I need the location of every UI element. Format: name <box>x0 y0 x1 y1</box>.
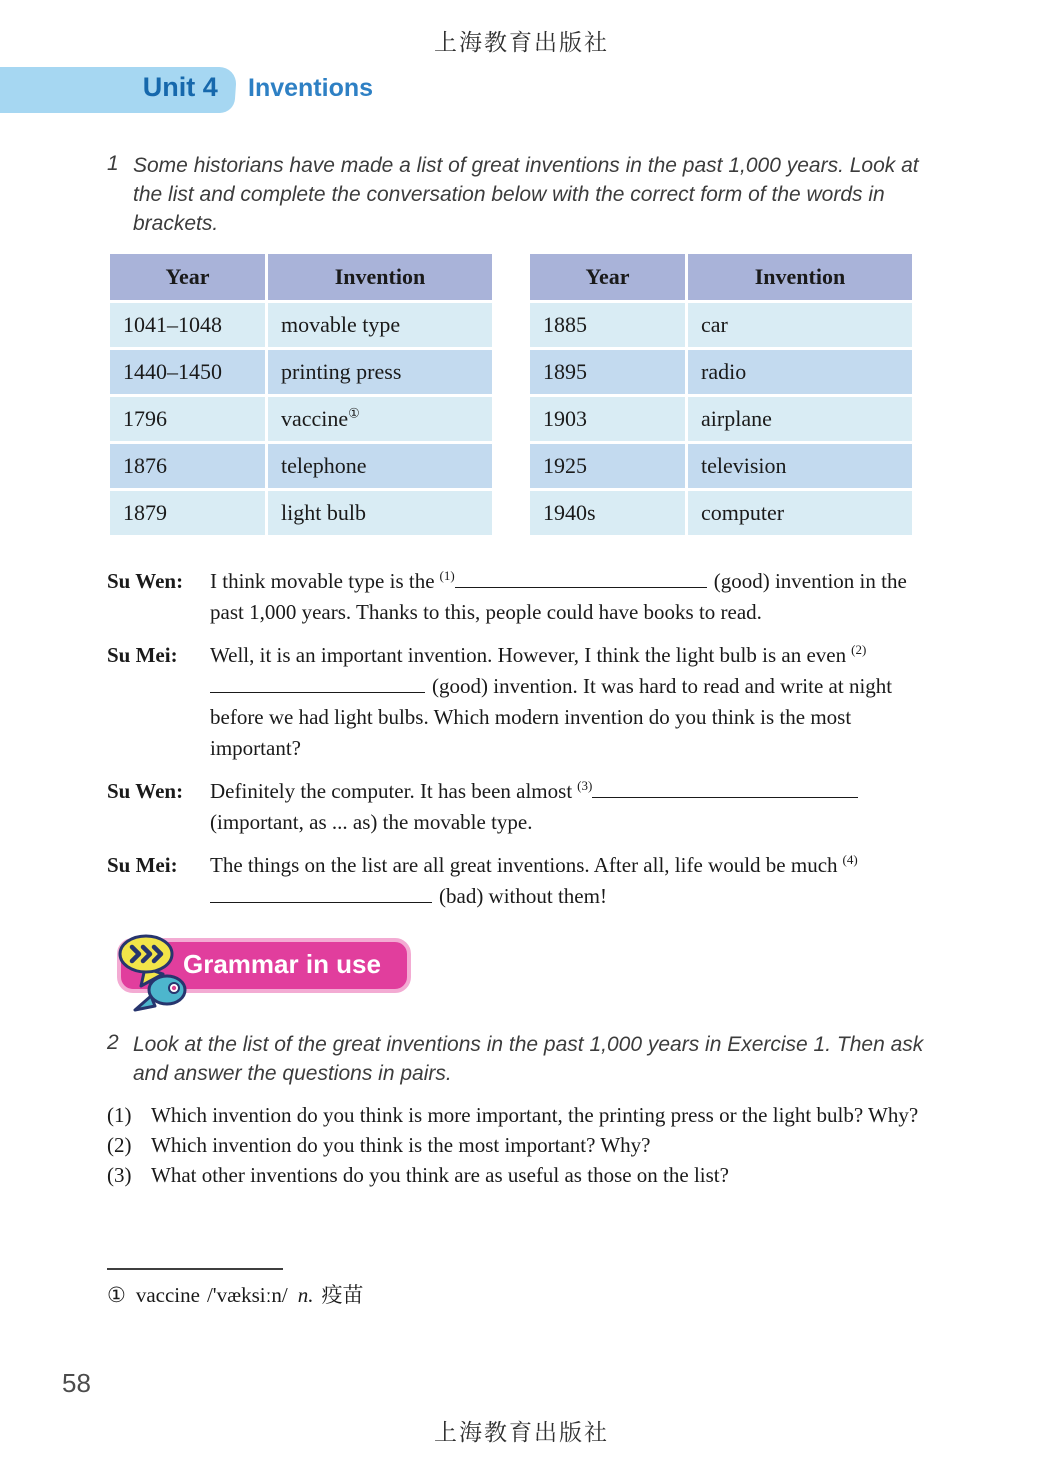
dialogue-turn <box>107 850 935 912</box>
footnote-ref-marker: ① <box>348 405 360 421</box>
dialogue-text <box>210 850 935 912</box>
question-number: (1) <box>107 1103 132 1127</box>
table-row <box>530 397 912 441</box>
dialogue-text <box>210 566 935 628</box>
invention-cell: movable type <box>268 303 492 347</box>
dialogue-text <box>210 640 935 764</box>
year-cell: 1041–1048 <box>110 303 265 347</box>
speaker-name: Su Mei: <box>107 853 178 877</box>
publisher-watermark-bottom: 上海教育出版社 <box>434 1420 609 1445</box>
dialogue-segment: Definitely the computer. It has been almost <box>210 779 573 803</box>
dialogue-segment: (good) invention in the past 1,000 years. Thanks to this, people could have books to read. <box>210 569 907 624</box>
invention-cell: television <box>688 444 912 488</box>
dialogue-turn <box>107 640 935 764</box>
inventions-table-right <box>530 254 912 538</box>
speaker-name: Su Wen: <box>107 779 184 803</box>
answer-blank-2 <box>210 679 425 693</box>
footnote-entry <box>107 1279 935 1309</box>
year-cell: 1940s <box>530 491 685 535</box>
year-cell: 1796 <box>110 397 265 441</box>
table-header-row <box>110 254 492 300</box>
year-cell: 1879 <box>110 491 265 535</box>
blank-number: (2) <box>851 642 867 657</box>
inventions-tables <box>110 254 935 538</box>
footnote-pos: n. <box>297 1283 314 1307</box>
year-cell: 1885 <box>530 303 685 347</box>
blank-number: (1) <box>439 568 455 583</box>
invention-header: Invention <box>688 254 912 300</box>
footnote-block <box>107 1268 935 1309</box>
invention-cell: light bulb <box>268 491 492 535</box>
year-cell: 1903 <box>530 397 685 441</box>
table-row <box>110 350 492 394</box>
invention-cell: computer <box>688 491 912 535</box>
invention-cell: printing press <box>268 350 492 394</box>
year-header: Year <box>530 254 685 300</box>
question-list <box>107 1100 935 1190</box>
publisher-watermark-top: 上海教育出版社 <box>434 30 609 55</box>
table-row <box>530 303 912 347</box>
dialogue-segment: The things on the list are all great inventions. After all, life would be much <box>210 853 838 877</box>
speaker-name: Su Wen: <box>107 569 184 593</box>
footnote-word: vaccine <box>135 1283 200 1307</box>
invention-word: vaccine <box>281 406 349 431</box>
question-text: What other inventions do you think are as useful as those on the list? <box>151 1163 729 1187</box>
question-number: (2) <box>107 1133 132 1157</box>
table-row <box>110 303 492 347</box>
speaker-name: Su Mei: <box>107 643 178 667</box>
inventions-table-left <box>110 254 492 538</box>
table-header-row <box>530 254 912 300</box>
year-cell: 1440–1450 <box>110 350 265 394</box>
invention-cell: telephone <box>268 444 492 488</box>
page-content <box>107 151 935 1309</box>
exercise-2-instruction: Look at the list of the great inventions in the past 1,000 years in Exercise 1. Then ask and answer the questions in pairs. <box>133 1033 924 1085</box>
unit-title: Inventions <box>248 74 374 102</box>
table-row <box>530 444 912 488</box>
year-header: Year <box>110 254 265 300</box>
footnote-divider <box>107 1268 283 1270</box>
dialogue-segment: (bad) without them! <box>439 884 607 908</box>
dialogue-segment: (important, as ... as) the movable type. <box>210 810 533 834</box>
footnote-meaning: 疫苗 <box>321 1283 364 1307</box>
dialogue-turn <box>107 566 935 628</box>
table-row <box>110 397 492 441</box>
year-cell: 1895 <box>530 350 685 394</box>
invention-cell: airplane <box>688 397 912 441</box>
footnote-marker: ① <box>107 1283 126 1307</box>
unit-tab <box>0 67 237 113</box>
dialogue-turn <box>107 776 935 838</box>
exercise-1-instruction-block <box>107 151 935 238</box>
table-row <box>530 491 912 535</box>
invention-cell: car <box>688 303 912 347</box>
unit-header <box>0 67 1043 113</box>
footnote-phonetic: /'væksiːn/ <box>206 1283 288 1307</box>
grammar-badge-label: Grammar in use <box>183 949 381 979</box>
answer-blank-3 <box>592 784 858 798</box>
exercise-1-number: 1 <box>107 152 119 175</box>
conversation <box>107 566 935 912</box>
exercise-1-instruction: Some historians have made a list of great inventions in the past 1,000 years. Look at the list and complete the conversation below with the correct form of the words in brackets. <box>133 154 919 235</box>
question-item <box>107 1100 935 1130</box>
answer-blank-4 <box>210 889 432 903</box>
invention-header: Invention <box>268 254 492 300</box>
table-row <box>530 350 912 394</box>
blank-number: (3) <box>577 778 593 793</box>
invention-cell <box>268 397 492 441</box>
blank-number: (4) <box>842 852 858 867</box>
answer-blank-1 <box>455 574 707 588</box>
question-number: (3) <box>107 1163 132 1187</box>
page-number: 58 <box>62 1368 91 1398</box>
grammar-badge-row <box>107 932 935 1004</box>
dialogue-segment: I think movable type is the <box>210 569 435 593</box>
year-cell: 1876 <box>110 444 265 488</box>
question-text: Which invention do you think is more important, the printing press or the light bulb? Why? <box>151 1103 919 1127</box>
grammar-in-use-badge <box>117 938 411 993</box>
table-row <box>110 491 492 535</box>
year-cell: 1925 <box>530 444 685 488</box>
dialogue-segment: (good) invention. It was hard to read and write at night before we had light bulbs. Which modern invention do you think is the most important? <box>210 674 893 760</box>
question-item <box>107 1130 935 1160</box>
dialogue-text <box>210 776 935 838</box>
unit-number-label: Unit 4 <box>142 72 218 102</box>
exercise-2-number: 2 <box>107 1031 119 1054</box>
table-row <box>110 444 492 488</box>
question-text: Which invention do you think is the most important? Why? <box>151 1133 651 1157</box>
exercise-2-instruction-block <box>107 1030 935 1088</box>
question-item <box>107 1160 935 1190</box>
dialogue-segment: Well, it is an important invention. However, I think the light bulb is an even <box>210 643 847 667</box>
invention-cell: radio <box>688 350 912 394</box>
speech-bubble-fish-icon <box>115 930 201 1016</box>
